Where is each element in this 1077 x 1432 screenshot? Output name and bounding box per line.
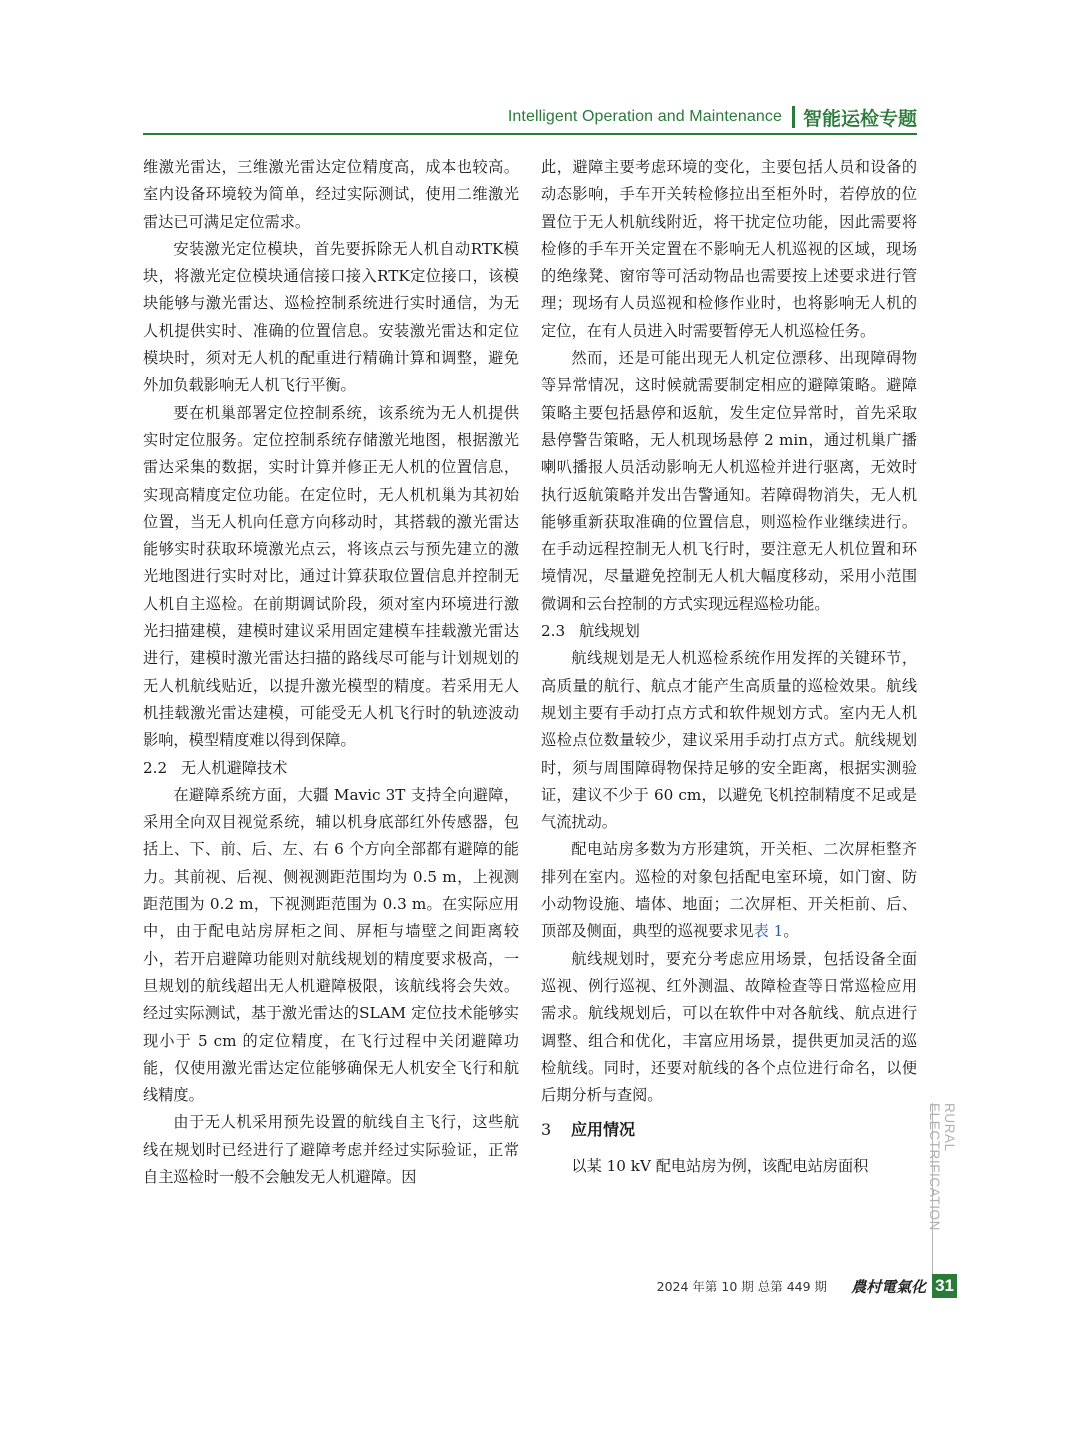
issue-info: 2024 年第 10 期 总第 449 期 — [656, 1279, 828, 1294]
section-heading-3 — [541, 1117, 917, 1143]
section-heading-2-2 — [143, 755, 519, 782]
page-footer — [600, 1273, 957, 1299]
paragraph: 由于无人机采用预先设置的航线自主飞行，这些航线在规划时已经进行了避障考虑并经过实际验证，正常自主巡检时一般不会触发无人机避障。因 — [143, 1113, 519, 1186]
journal-logo: 農村電氣化 — [851, 1277, 927, 1296]
paragraph: 此，避障主要考虑环境的变化，主要包括人员和设备的动态影响，手车开关转检修拉出至柜外时，若停放的位置位于无人机航线附近，将干扰定位功能，因此需要将检修的手车开关定置在不影响无人机巡视的区域，现场的绝缘凳、窗帘等可活动物品也需要按上述要求进行管理；现场有人员巡视和检修作业时，也将影响无人机的定位，在有人员进入时需要暂停无人机巡检任务。 — [541, 158, 917, 340]
paragraph: 安装激光定位模块，首先要拆除无人机自动RTK模块，将激光定位模块通信接口接入RTK定位接口，该模块能够与激光雷达、巡检控制系统进行实时通信，为无人机提供实时、准确的位置信息。安装激光雷达和定位模块时，须对无人机的配重进行精确计算和调整，避免外加负载影响无人机飞行平衡。 — [143, 239, 519, 395]
section-number: 3 — [541, 1120, 552, 1140]
section-title: 航线规划 — [579, 622, 640, 641]
section-number: 2.2 — [143, 758, 168, 777]
paragraph-text: 配电站房多数为方形建筑，开关柜、二次屏柜整齐排列在室内。巡检的对象包括配电室环境，如门窗、防小动物设施、墙体、地面；二次屏柜、开关柜前、后、顶部及侧面，典型的巡视要求见 — [541, 840, 917, 941]
paragraph: 要在机巢部署定位控制系统，该系统为无人机提供实时定位服务。定位控制系统存储激光地图，根据激光雷达采集的数据，实时计算并修正无人机的位置信息，实现高精度定位功能。在定位时，无人机机巢为其初始位置，当无人机向任意方向移动时，其搭载的激光雷达能够实时获取环境激光点云，将该点云与预先建立的激光地图进行实时对比，通过计算获取位置信息并控制无人机自主巡检。在前期调试阶段，须对室内环境进行激光扫描建模，建模时建议采用固定建模车挂载激光雷达进行，建模时激光雷达扫描的路线尽可能与计划规划的无人机航线贴近，以提升激光模型的精度。若采用无人机挂载激光雷达建模，可能受无人机飞行时的轨迹波动影响，模型精度难以得到保障。 — [143, 403, 519, 750]
paragraph — [541, 836, 917, 945]
table-1-link[interactable]: 表 1 — [753, 922, 784, 941]
paragraph: 在避障系统方面，大疆 Mavic 3T 支持全向避障，采用全向双目视觉系统，辅以机身底部红外传感器，包括上、下、前、后、左、右 6 个方向全部都有避障的能力。其前视、后视、侧视测距范围均为 0.5 m，上视测距范围为 0.2 m，下视测距范围为 0.3 m。在实际应用中，由于配电站房屏柜之间、屏柜与墙壁之间距离较小，若开启避障功能则对航线规划的精度要求极高，一旦规划的航线超出无人机避障极限，该航线将会失效。经过实际测试，基于激光雷达的SLAM 定位技术能够实现小于 5 cm 的定位精度，在飞行过程中关闭避障功能，仅使用激光雷达定位能够确保无人机安全飞行和航线精度。 — [143, 785, 519, 1105]
side-journal-name: RURAL ELECTRIFICATION — [927, 1103, 957, 1232]
header-english-title: Intelligent Operation and Maintenance — [507, 108, 782, 125]
paragraph: 以某 10 kV 配电站房为例，该配电站房面积 — [571, 1157, 869, 1176]
paragraph: 维激光雷达，三维激光雷达定位精度高，成本也较高。室内设备环境较为简单，经过实际测试，使用二维激光雷达已可满足定位需求。 — [143, 158, 519, 231]
running-header — [143, 101, 917, 133]
paragraph: 然而，还是可能出现无人机定位漂移、出现障碍物等异常情况，这时候就需要制定相应的避障策略。避障策略主要包括悬停和返航，发生定位异常时，首先采取悬停警告策略，无人机现场悬停 2 min，通过机巢广播喇叭播报人员活动影响无人机巡检并进行驱离，无效时执行返航策略并发出告警通知。若障碍物消失，无人机能够重新获取准确的位置信息，则巡检作业继续进行。在手动远程控制无人机飞行时，要注意无人机位置和环境情况，尽量避免控制无人机大幅度移动，采用小范围微调和云台控制的方式实现远程巡检功能。 — [541, 349, 917, 613]
page-number: 31 — [932, 1274, 957, 1298]
header-separator — [792, 106, 795, 128]
section-title: 应用情况 — [571, 1120, 636, 1140]
section-heading-2-3 — [541, 618, 917, 645]
right-column — [541, 154, 917, 1181]
left-column — [143, 154, 519, 1191]
paragraph-text-end: 。 — [783, 922, 799, 941]
header-chinese-title: 智能运检专题 — [802, 107, 917, 130]
paragraph: 航线规划是无人机巡检系统作用发挥的关键环节，高质量的航行、航点才能产生高质量的巡检效果。航线规划主要有手动打点方式和软件规划方式。室内无人机巡检点位数量较少，建议采用手动打点方式。航线规划时，须与周围障碍物保持足够的安全距离，根据实测验证，建议不少于 60 cm，以避免飞机控制精度不足或是气流扰动。 — [541, 649, 917, 832]
section-number: 2.3 — [541, 622, 566, 641]
paragraph: 航线规划时，要充分考虑应用场景，包括设备全面巡视、例行巡视、红外测温、故障检查等日常巡检应用需求。航线规划后，可以在软件中对各航线、航点进行调整、组合和优化，丰富应用场景，提供更加灵活的巡检航线。同时，还要对航线的各个点位进行命名，以便后期分析与查阅。 — [541, 949, 917, 1105]
header-rule — [143, 133, 917, 135]
section-title: 无人机避障技术 — [181, 758, 288, 777]
